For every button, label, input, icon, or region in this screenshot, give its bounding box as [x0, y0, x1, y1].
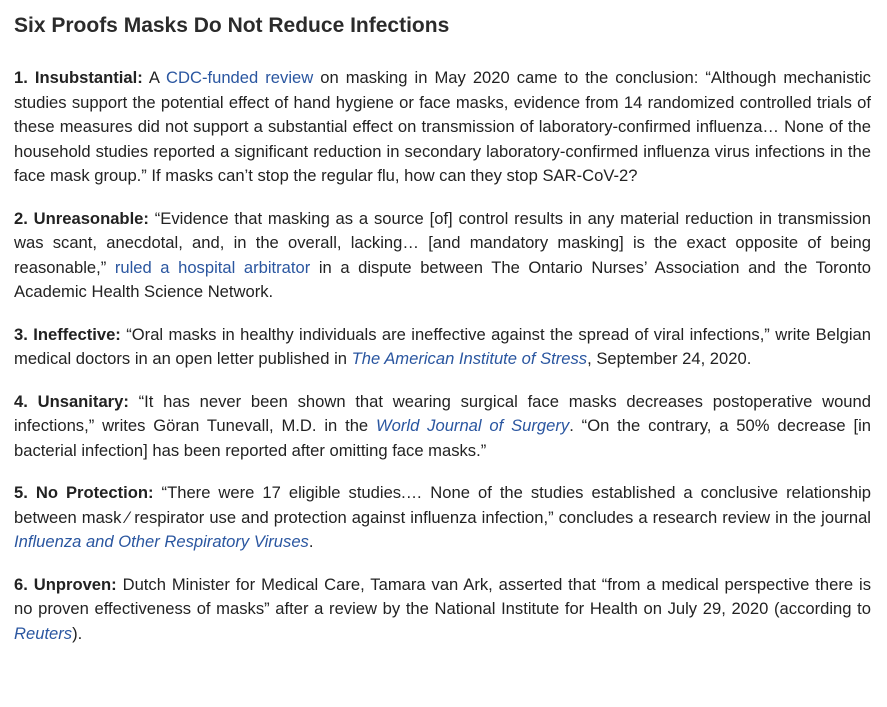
proof-1-text-a: A	[142, 68, 167, 87]
proof-4-text-b: . “On the contrary, a 50% decrease [in bacterial infection] has been reported after omitting face masks.”	[14, 416, 871, 460]
proof-2-text-b: in a dispute between The Ontario Nurses’ Association and the Toronto Academic Health Science Network.	[14, 257, 872, 301]
american-institute-of-stress-link[interactable]: The American Institute of Stress	[351, 349, 588, 368]
proof-1-paragraph	[14, 66, 871, 189]
proof-4-heading: 4. Unsanitary:	[14, 391, 129, 411]
proof-1-text-b: on masking in May 2020 came to the conclusion: “Although mechanistic studies support the potential effect of hand hygiene or face masks, evidence from 14 randomized controlled trials of these measures did not support a substantial effect on transmission of laboratory-confirmed influenza… None of the household studies reported a significant reduction in secondary laboratory-confirmed influenza virus infections in the face mask group.” If masks can’t stop the regular flu, how can they stop SAR-CoV-2?	[14, 68, 871, 185]
arbitrator-ruling-link[interactable]: ruled a hospital arbitrator	[114, 257, 311, 277]
proof-4-text-a: “It has never been shown that wearing surgical face masks decreases postoperative wound infections,” writes Göran Tunevall, M.D. in the	[14, 391, 871, 435]
proof-1-heading: 1. Insubstantial:	[14, 68, 143, 87]
article-title: Six Proofs Masks Do Not Reduce Infections	[14, 14, 450, 37]
proof-6-heading: 6. Unproven:	[14, 574, 117, 594]
proof-5-heading: 5. No Protection:	[14, 483, 154, 502]
proof-4-paragraph	[14, 390, 871, 464]
proof-3-text-b: , September 24, 2020.	[587, 349, 752, 368]
world-journal-of-surgery-link[interactable]: World Journal of Surgery	[376, 416, 570, 435]
proof-3-text-a: “Oral masks in healthy individuals are ineffective against the spread of viral infections,” write Belgian medical doctors in an open letter published in	[14, 324, 871, 368]
proof-5-text-a: “There were 17 eligible studies.… None of the studies established a conclusive relationship between mask ⁄ respirator use and protection against influenza infection,” concludes a research review in the journal	[14, 483, 871, 527]
proof-5-paragraph	[14, 481, 871, 555]
proof-6-text-a: Dutch Minister for Medical Care, Tamara van Ark, asserted that “from a medical perspective there is no proven effectiveness of masks” after a review by the National Institute for Health on July 29, 2020 (according to	[14, 574, 871, 618]
proof-6-paragraph	[14, 573, 871, 647]
reuters-link[interactable]: Reuters	[14, 623, 73, 643]
cdc-review-link[interactable]: CDC-funded review	[166, 68, 314, 87]
influenza-journal-link[interactable]: Influenza and Other Respiratory Viruses	[14, 532, 309, 551]
proof-2-paragraph	[14, 207, 871, 305]
proof-3-paragraph	[14, 323, 871, 372]
proof-3-heading: 3. Ineffective:	[14, 324, 121, 344]
proof-6-text-b: ).	[72, 623, 83, 643]
proof-2-text-a: “Evidence that masking as a source [of] control results in any material reduction in transmission was scant, anecdotal, and, in the overall, lacking… [and mandatory masking] is the exact opposite of being reasonable,”	[14, 208, 871, 277]
proof-2-heading: 2. Unreasonable:	[14, 208, 149, 228]
proof-5-text-b: .	[308, 532, 314, 551]
